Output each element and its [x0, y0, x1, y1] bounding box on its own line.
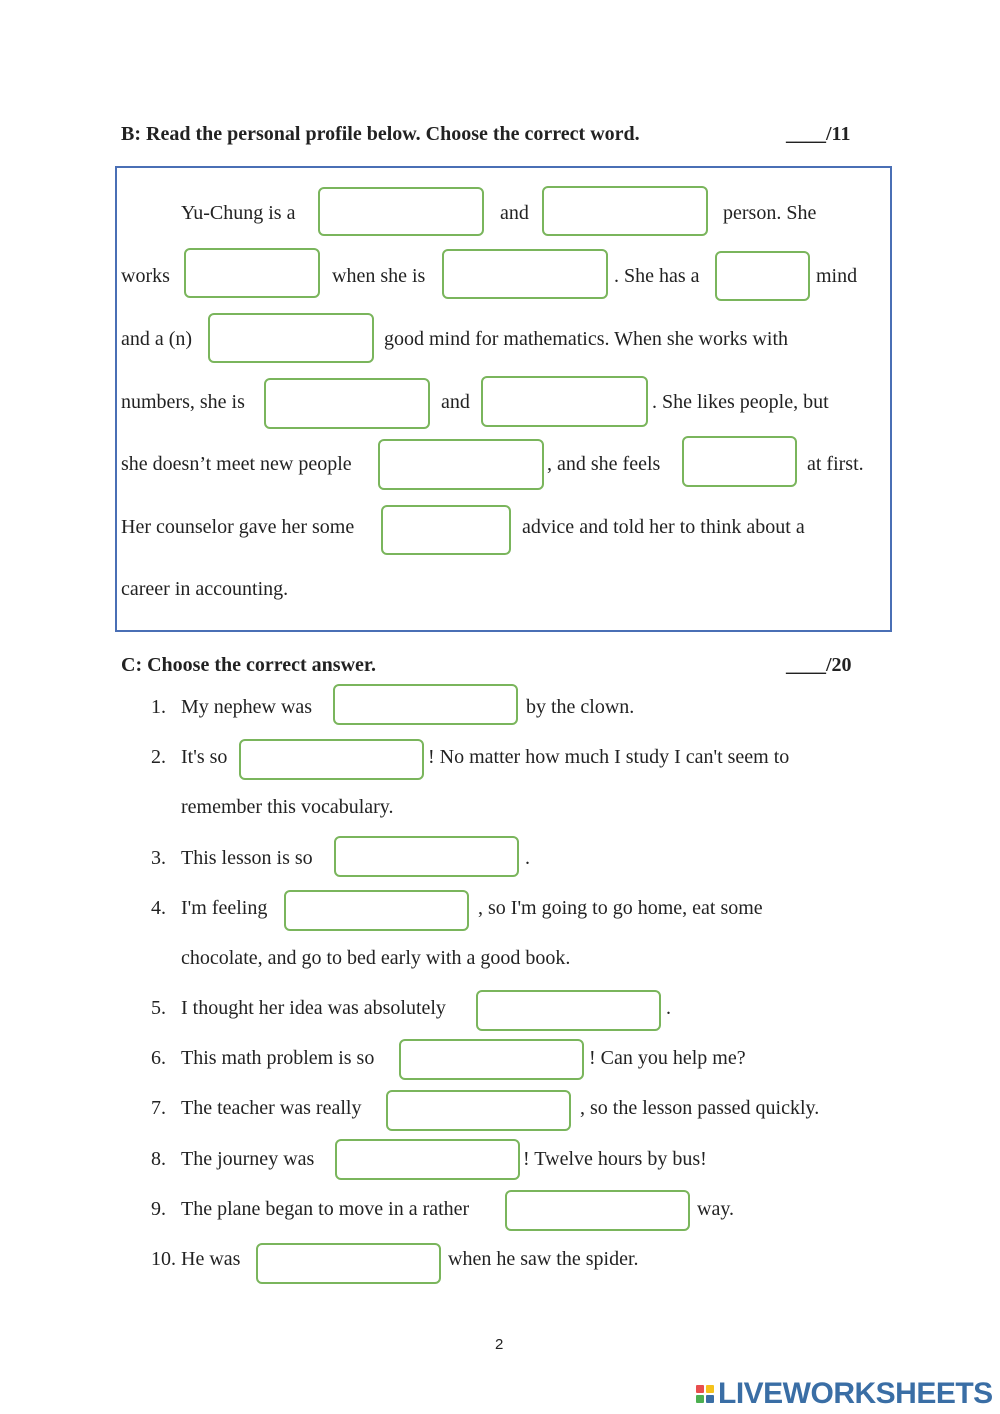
section-b-text: when she is	[332, 265, 426, 287]
section-b-text: numbers, she is	[121, 391, 245, 413]
answer-box-c6[interactable]	[399, 1039, 584, 1080]
item-text-before: The plane began to move in a rather	[181, 1198, 470, 1220]
answer-box-b7[interactable]	[264, 378, 430, 429]
section-b-text: career in accounting.	[121, 578, 289, 600]
item-text-before: The journey was	[181, 1148, 315, 1170]
answer-box-c2[interactable]	[239, 739, 424, 780]
section-b-text: good mind for mathematics. When she works with	[384, 328, 789, 350]
item-text-after: .	[525, 847, 530, 869]
item-text-continuation: remember this vocabulary.	[181, 796, 394, 818]
item-number: 8.	[151, 1148, 166, 1170]
page-number: 2	[495, 1336, 504, 1353]
item-text-after: ! Twelve hours by bus!	[523, 1148, 707, 1170]
liveworksheets-logo	[696, 1374, 993, 1414]
section-b-text: Yu-Chung is a	[181, 202, 296, 224]
item-text-before: This lesson is so	[181, 847, 313, 869]
section-c-score: ____/20	[786, 654, 852, 676]
answer-box-c3[interactable]	[334, 836, 519, 877]
answer-box-b5[interactable]	[715, 251, 810, 301]
answer-box-b11[interactable]	[381, 505, 511, 555]
brand-name: LIVEWORKSHEETS	[718, 1377, 993, 1410]
section-b-text: mind	[816, 265, 858, 287]
item-number: 3.	[151, 847, 166, 869]
item-number: 9.	[151, 1198, 166, 1220]
section-b-text: works	[121, 265, 170, 287]
answer-box-c1[interactable]	[333, 684, 518, 725]
section-b-text: person. She	[723, 202, 817, 224]
item-text-after: when he saw the spider.	[448, 1248, 639, 1270]
section-c-heading: C: Choose the correct answer.	[121, 654, 376, 676]
answer-box-c5[interactable]	[476, 990, 661, 1031]
answer-box-b9[interactable]	[378, 439, 544, 490]
section-b-text: and	[441, 391, 470, 413]
item-number: 5.	[151, 997, 166, 1019]
section-b-text: she doesn’t meet new people	[121, 453, 352, 475]
item-text-after: way.	[697, 1198, 735, 1220]
item-number: 1.	[151, 696, 166, 718]
section-b-text: advice and told her to think about a	[522, 516, 805, 538]
liveworksheets-logo-icon	[696, 1385, 714, 1403]
item-text-after: ! Can you help me?	[589, 1047, 746, 1069]
item-text-after: by the clown.	[526, 696, 635, 718]
item-text-before: It's so	[181, 746, 228, 768]
answer-box-b1[interactable]	[318, 187, 484, 236]
section-b-score: ____/11	[786, 123, 851, 145]
item-text-before: The teacher was really	[181, 1097, 362, 1119]
item-text-before: This math problem is so	[181, 1047, 375, 1069]
answer-box-b3[interactable]	[184, 248, 320, 298]
item-text-after: , so the lesson passed quickly.	[580, 1097, 820, 1119]
answer-box-c10[interactable]	[256, 1243, 441, 1284]
item-text-before: My nephew was	[181, 696, 313, 718]
item-text-before: I'm feeling	[181, 897, 268, 919]
answer-box-b10[interactable]	[682, 436, 797, 487]
answer-box-c9[interactable]	[505, 1190, 690, 1231]
item-text-after: , so I'm going to go home, eat some	[478, 897, 763, 919]
section-b-text: and	[500, 202, 529, 224]
section-b-text: and a (n)	[121, 328, 193, 350]
item-text-after: .	[666, 997, 671, 1019]
item-text-before: He was	[181, 1248, 241, 1270]
section-b-text: , and she feels	[547, 453, 661, 475]
answer-box-c4[interactable]	[284, 890, 469, 931]
answer-box-c8[interactable]	[335, 1139, 520, 1180]
item-number: 2.	[151, 746, 166, 768]
answer-box-b2[interactable]	[542, 186, 708, 236]
section-b-text: . She has a	[614, 265, 700, 287]
section-b-text: Her counselor gave her some	[121, 516, 355, 538]
answer-box-c7[interactable]	[386, 1090, 571, 1131]
item-text-after: ! No matter how much I study I can't seem to	[428, 746, 790, 768]
answer-box-b4[interactable]	[442, 249, 608, 299]
section-b-heading: B: Read the personal profile below. Choose the correct word.	[121, 123, 640, 145]
item-number: 6.	[151, 1047, 166, 1069]
item-text-continuation: chocolate, and go to bed early with a good book.	[181, 947, 571, 969]
item-number: 7.	[151, 1097, 166, 1119]
item-number: 10.	[151, 1248, 176, 1270]
answer-box-b8[interactable]	[481, 376, 648, 427]
section-b-text: . She likes people, but	[652, 391, 829, 413]
answer-box-b6[interactable]	[208, 313, 374, 363]
item-text-before: I thought her idea was absolutely	[181, 997, 446, 1019]
item-number: 4.	[151, 897, 166, 919]
section-b-text: at first.	[807, 453, 864, 475]
